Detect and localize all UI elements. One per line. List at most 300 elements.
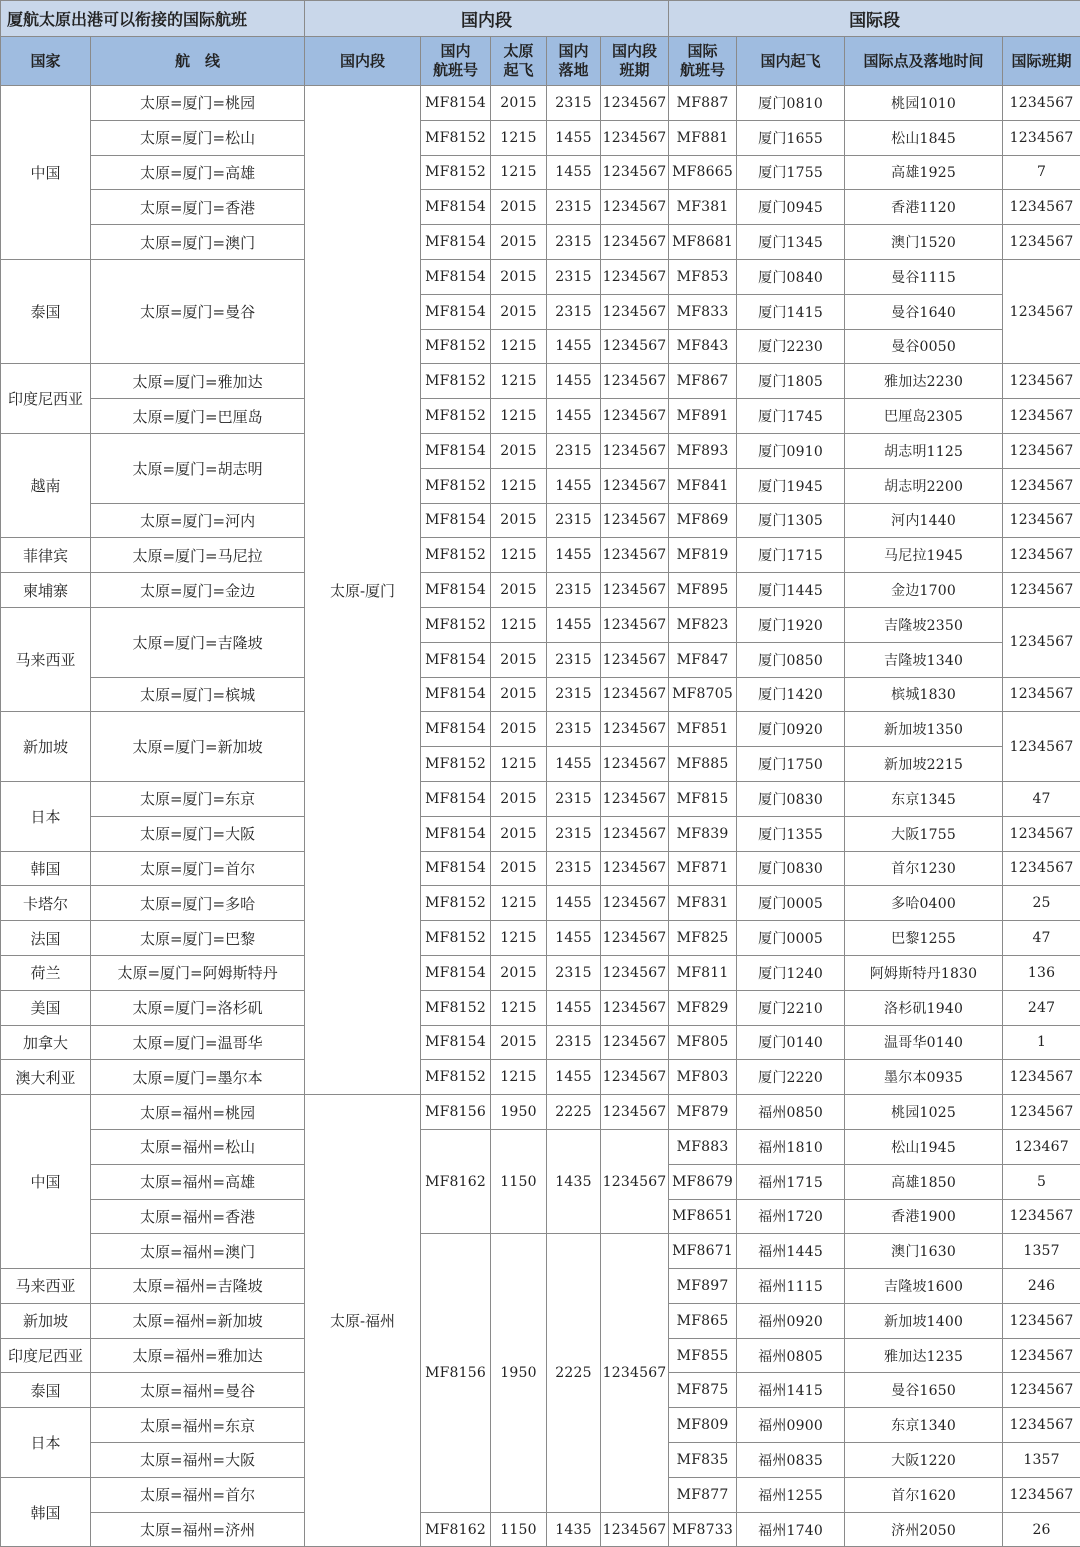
route-cell: 太原=福州=松山 (91, 1129, 305, 1164)
international-schedule-cell: 1234567 (1003, 259, 1080, 363)
domestic-schedule-cell: 1234567 (601, 1095, 669, 1130)
international-departure-cell: 厦门1345 (737, 225, 845, 260)
arrival-time-cell: 2315 (547, 573, 601, 608)
col-arrival (547, 37, 601, 86)
domestic-schedule-cell: 1234567 (601, 816, 669, 851)
country-cell: 印度尼西亚 (1, 1338, 91, 1373)
table-row (1, 1512, 1080, 1547)
international-flight-cell: MF831 (669, 886, 737, 921)
route-cell: 太原=厦门=曼谷 (91, 259, 305, 363)
domestic-flight-cell: MF8162 (421, 1129, 491, 1233)
col-international-arrival: 国际点及落地时间 (845, 37, 1003, 86)
international-schedule-cell: 1357 (1003, 1443, 1080, 1478)
domestic-schedule-cell: 1234567 (601, 607, 669, 642)
international-arrival-cell: 墨尔本0935 (845, 1060, 1003, 1095)
international-flight-cell: MF843 (669, 329, 737, 364)
international-flight-cell: MF847 (669, 642, 737, 677)
col-international-flight-line2: 航班号 (680, 61, 726, 79)
col-arrival-line2: 落地 (558, 61, 589, 79)
route-cell: 太原=厦门=洛杉矶 (91, 990, 305, 1025)
arrival-time-cell: 2315 (547, 712, 601, 747)
international-arrival-cell: 温哥华0140 (845, 1025, 1003, 1060)
route-cell: 太原=福州=东京 (91, 1408, 305, 1443)
table-row (1, 538, 1080, 573)
arrival-time-cell: 2315 (547, 642, 601, 677)
domestic-schedule-cell: 1234567 (601, 921, 669, 956)
domestic-flight-cell: MF8152 (421, 990, 491, 1025)
international-arrival-cell: 吉隆坡1340 (845, 642, 1003, 677)
international-arrival-cell: 济州2050 (845, 1512, 1003, 1547)
international-departure-cell: 厦门1420 (737, 677, 845, 712)
domestic-flight-cell: MF8154 (421, 816, 491, 851)
route-cell: 太原=福州=曼谷 (91, 1373, 305, 1408)
international-flight-cell: MF879 (669, 1095, 737, 1130)
domestic-flight-cell: MF8154 (421, 433, 491, 468)
international-arrival-cell: 巴厘岛2305 (845, 399, 1003, 434)
country-cell: 加拿大 (1, 1025, 91, 1060)
domestic-schedule-cell: 1234567 (601, 538, 669, 573)
domestic-schedule-cell: 1234567 (601, 468, 669, 503)
international-schedule-cell: 1234567 (1003, 364, 1080, 399)
international-departure-cell: 厦门0850 (737, 642, 845, 677)
international-flight-cell: MF877 (669, 1477, 737, 1512)
international-flight-cell: MF855 (669, 1338, 737, 1373)
international-schedule-cell: 1234567 (1003, 86, 1080, 121)
country-cell: 中国 (1, 86, 91, 260)
domestic-schedule-cell: 1234567 (601, 503, 669, 538)
country-cell: 菲律宾 (1, 538, 91, 573)
col-domestic-schedule-line2: 班期 (619, 61, 650, 79)
domestic-flight-cell: MF8152 (421, 120, 491, 155)
departure-time-cell: 2015 (491, 642, 547, 677)
col-domestic-flight (421, 37, 491, 86)
arrival-time-cell: 1455 (547, 747, 601, 782)
international-departure-cell: 厦门1745 (737, 399, 845, 434)
table-body (1, 86, 1080, 1547)
section-domestic: 国内段 (305, 1, 669, 37)
domestic-flight-cell: MF8152 (421, 747, 491, 782)
international-departure-cell: 厦门1920 (737, 607, 845, 642)
international-departure-cell: 福州0920 (737, 1303, 845, 1338)
international-schedule-cell: 246 (1003, 1269, 1080, 1304)
departure-time-cell: 2015 (491, 955, 547, 990)
route-cell: 太原=厦门=金边 (91, 573, 305, 608)
international-schedule-cell: 1234567 (1003, 503, 1080, 538)
section-international: 国际段 (669, 1, 1080, 37)
international-flight-cell: MF8733 (669, 1512, 737, 1547)
table-row (1, 1060, 1080, 1095)
international-arrival-cell: 松山1945 (845, 1129, 1003, 1164)
domestic-schedule-cell: 1234567 (601, 225, 669, 260)
country-cell: 澳大利亚 (1, 1060, 91, 1095)
arrival-time-cell: 2315 (547, 503, 601, 538)
international-arrival-cell: 桃园1025 (845, 1095, 1003, 1130)
table-row (1, 573, 1080, 608)
table-row (1, 503, 1080, 538)
departure-time-cell: 1215 (491, 364, 547, 399)
domestic-flight-cell: MF8152 (421, 921, 491, 956)
domestic-schedule-cell: 1234567 (601, 364, 669, 399)
departure-time-cell: 2015 (491, 190, 547, 225)
international-departure-cell: 福州0900 (737, 1408, 845, 1443)
international-flight-cell: MF809 (669, 1408, 737, 1443)
segment-cell: 太原-福州 (305, 1095, 421, 1547)
route-cell: 太原=厦门=吉隆坡 (91, 607, 305, 677)
domestic-flight-cell: MF8156 (421, 1095, 491, 1130)
international-arrival-cell: 吉隆坡2350 (845, 607, 1003, 642)
domestic-schedule-cell: 1234567 (601, 1512, 669, 1547)
international-arrival-cell: 巴黎1255 (845, 921, 1003, 956)
domestic-flight-cell: MF8154 (421, 259, 491, 294)
col-arrival-line1: 国内 (558, 42, 589, 60)
international-arrival-cell: 槟城1830 (845, 677, 1003, 712)
international-schedule-cell: 1234567 (1003, 573, 1080, 608)
international-flight-cell: MF835 (669, 1443, 737, 1478)
arrival-time-cell: 2315 (547, 433, 601, 468)
table-row (1, 155, 1080, 190)
domestic-schedule-cell: 1234567 (601, 886, 669, 921)
route-cell: 太原=福州=雅加达 (91, 1338, 305, 1373)
col-domestic-flight-line1: 国内 (440, 42, 471, 60)
table-row (1, 259, 1080, 294)
country-cell: 泰国 (1, 259, 91, 363)
table-row (1, 1129, 1080, 1164)
departure-time-cell: 1950 (491, 1234, 547, 1512)
arrival-time-cell: 1455 (547, 886, 601, 921)
country-cell: 韩国 (1, 851, 91, 886)
international-departure-cell: 福州0805 (737, 1338, 845, 1373)
table-row (1, 781, 1080, 816)
table-row (1, 851, 1080, 886)
domestic-flight-cell: MF8152 (421, 538, 491, 573)
route-cell: 太原=厦门=大阪 (91, 816, 305, 851)
domestic-schedule-cell: 1234567 (601, 86, 669, 121)
country-cell: 印度尼西亚 (1, 364, 91, 434)
arrival-time-cell: 2315 (547, 816, 601, 851)
departure-time-cell: 2015 (491, 573, 547, 608)
departure-time-cell: 2015 (491, 433, 547, 468)
country-cell: 韩国 (1, 1477, 91, 1547)
arrival-time-cell: 1455 (547, 329, 601, 364)
international-arrival-cell: 马尼拉1945 (845, 538, 1003, 573)
route-cell: 太原=福州=大阪 (91, 1443, 305, 1478)
arrival-time-cell: 1455 (547, 399, 601, 434)
domestic-schedule-cell: 1234567 (601, 747, 669, 782)
international-schedule-cell: 1234567 (1003, 120, 1080, 155)
departure-time-cell: 2015 (491, 86, 547, 121)
international-departure-cell: 厦门0005 (737, 921, 845, 956)
table-row (1, 712, 1080, 747)
domestic-schedule-cell: 1234567 (601, 955, 669, 990)
international-arrival-cell: 金边1700 (845, 573, 1003, 608)
departure-time-cell: 1215 (491, 1060, 547, 1095)
table-row (1, 955, 1080, 990)
international-departure-cell: 厦门1655 (737, 120, 845, 155)
international-arrival-cell: 澳门1520 (845, 225, 1003, 260)
departure-time-cell: 2015 (491, 712, 547, 747)
international-flight-cell: MF381 (669, 190, 737, 225)
domestic-flight-cell: MF8154 (421, 503, 491, 538)
table-row (1, 607, 1080, 642)
international-schedule-cell: 47 (1003, 781, 1080, 816)
international-flight-cell: MF8671 (669, 1234, 737, 1269)
route-cell: 太原=福州=桃园 (91, 1095, 305, 1130)
col-domestic-schedule (601, 37, 669, 86)
international-arrival-cell: 桃园1010 (845, 86, 1003, 121)
route-cell: 太原=厦门=温哥华 (91, 1025, 305, 1060)
international-flight-cell: MF823 (669, 607, 737, 642)
international-departure-cell: 厦门0920 (737, 712, 845, 747)
international-departure-cell: 厦门1755 (737, 155, 845, 190)
international-schedule-cell: 1234567 (1003, 538, 1080, 573)
international-schedule-cell: 1234567 (1003, 816, 1080, 851)
domestic-schedule-cell: 1234567 (601, 433, 669, 468)
departure-time-cell: 2015 (491, 816, 547, 851)
route-cell: 太原=厦门=槟城 (91, 677, 305, 712)
route-cell: 太原=福州=吉隆坡 (91, 1269, 305, 1304)
domestic-flight-cell: MF8154 (421, 677, 491, 712)
table-title: 厦航太原出港可以衔接的国际航班 (1, 1, 305, 37)
country-cell: 日本 (1, 781, 91, 851)
international-schedule-cell: 1234567 (1003, 468, 1080, 503)
country-cell: 柬埔寨 (1, 573, 91, 608)
international-flight-cell: MF815 (669, 781, 737, 816)
arrival-time-cell: 1455 (547, 364, 601, 399)
col-international-flight-line1: 国际 (687, 42, 718, 60)
arrival-time-cell: 1435 (547, 1512, 601, 1547)
table-row (1, 886, 1080, 921)
international-flight-cell: MF819 (669, 538, 737, 573)
international-arrival-cell: 阿姆斯特丹1830 (845, 955, 1003, 990)
departure-time-cell: 1215 (491, 468, 547, 503)
international-departure-cell: 福州1715 (737, 1164, 845, 1199)
international-flight-cell: MF829 (669, 990, 737, 1025)
international-arrival-cell: 新加坡1350 (845, 712, 1003, 747)
arrival-time-cell: 1435 (547, 1129, 601, 1233)
international-schedule-cell: 1234567 (1003, 1373, 1080, 1408)
col-international-flight (669, 37, 737, 86)
header-row-sections (1, 1, 1080, 37)
international-arrival-cell: 香港1120 (845, 190, 1003, 225)
international-departure-cell: 福州1415 (737, 1373, 845, 1408)
international-departure-cell: 厦门1715 (737, 538, 845, 573)
international-arrival-cell: 大阪1220 (845, 1443, 1003, 1478)
table-row (1, 990, 1080, 1025)
international-arrival-cell: 新加坡1400 (845, 1303, 1003, 1338)
arrival-time-cell: 2315 (547, 781, 601, 816)
domestic-schedule-cell: 1234567 (601, 259, 669, 294)
route-cell: 太原=福州=澳门 (91, 1234, 305, 1269)
international-departure-cell: 厦门2220 (737, 1060, 845, 1095)
domestic-flight-cell: MF8152 (421, 399, 491, 434)
departure-time-cell: 2015 (491, 781, 547, 816)
route-cell: 太原=厦门=河内 (91, 503, 305, 538)
domestic-flight-cell: MF8154 (421, 225, 491, 260)
international-schedule-cell: 1234567 (1003, 851, 1080, 886)
country-cell: 日本 (1, 1408, 91, 1478)
international-departure-cell: 厦门0005 (737, 886, 845, 921)
arrival-time-cell: 2315 (547, 677, 601, 712)
international-schedule-cell: 123467 (1003, 1129, 1080, 1164)
domestic-schedule-cell: 1234567 (601, 642, 669, 677)
international-arrival-cell: 东京1345 (845, 781, 1003, 816)
departure-time-cell: 1215 (491, 538, 547, 573)
international-arrival-cell: 新加坡2215 (845, 747, 1003, 782)
domestic-schedule-cell: 1234567 (601, 1060, 669, 1095)
route-cell: 太原=厦门=桃园 (91, 86, 305, 121)
international-schedule-cell: 25 (1003, 886, 1080, 921)
departure-time-cell: 1215 (491, 329, 547, 364)
domestic-schedule-cell: 1234567 (601, 573, 669, 608)
international-departure-cell: 福州1740 (737, 1512, 845, 1547)
domestic-schedule-cell: 1234567 (601, 677, 669, 712)
departure-time-cell: 2015 (491, 677, 547, 712)
international-flight-cell: MF883 (669, 1129, 737, 1164)
arrival-time-cell: 1455 (547, 990, 601, 1025)
international-flight-cell: MF811 (669, 955, 737, 990)
domestic-schedule-cell: 1234567 (601, 1025, 669, 1060)
international-arrival-cell: 曼谷0050 (845, 329, 1003, 364)
international-departure-cell: 厦门2230 (737, 329, 845, 364)
international-arrival-cell: 曼谷1115 (845, 259, 1003, 294)
route-cell: 太原=厦门=马尼拉 (91, 538, 305, 573)
domestic-flight-cell: MF8152 (421, 886, 491, 921)
departure-time-cell: 2015 (491, 259, 547, 294)
international-departure-cell: 厦门0830 (737, 851, 845, 886)
international-schedule-cell: 1 (1003, 1025, 1080, 1060)
international-arrival-cell: 胡志明2200 (845, 468, 1003, 503)
international-flight-cell: MF869 (669, 503, 737, 538)
international-flight-cell: MF897 (669, 1269, 737, 1304)
domestic-flight-cell: MF8162 (421, 1512, 491, 1547)
route-cell: 太原=厦门=阿姆斯特丹 (91, 955, 305, 990)
international-flight-cell: MF8651 (669, 1199, 737, 1234)
international-arrival-cell: 首尔1620 (845, 1477, 1003, 1512)
international-departure-cell: 福州0835 (737, 1443, 845, 1478)
col-departure (491, 37, 547, 86)
international-schedule-cell: 26 (1003, 1512, 1080, 1547)
departure-time-cell: 2015 (491, 225, 547, 260)
international-flight-cell: MF881 (669, 120, 737, 155)
international-departure-cell: 厦门1945 (737, 468, 845, 503)
international-schedule-cell: 1234567 (1003, 677, 1080, 712)
departure-time-cell: 2015 (491, 503, 547, 538)
domestic-flight-cell: MF8154 (421, 642, 491, 677)
international-flight-cell: MF885 (669, 747, 737, 782)
international-arrival-cell: 河内1440 (845, 503, 1003, 538)
international-flight-cell: MF8681 (669, 225, 737, 260)
route-cell: 太原=福州=济州 (91, 1512, 305, 1547)
table-row (1, 120, 1080, 155)
domestic-flight-cell: MF8154 (421, 190, 491, 225)
table-row (1, 433, 1080, 468)
table-row (1, 86, 1080, 121)
route-cell: 太原=厦门=巴黎 (91, 921, 305, 956)
arrival-time-cell: 1455 (547, 921, 601, 956)
domestic-schedule-cell: 1234567 (601, 781, 669, 816)
domestic-flight-cell: MF8154 (421, 1025, 491, 1060)
domestic-schedule-cell: 1234567 (601, 329, 669, 364)
domestic-flight-cell: MF8154 (421, 712, 491, 747)
international-arrival-cell: 洛杉矶1940 (845, 990, 1003, 1025)
departure-time-cell: 1215 (491, 120, 547, 155)
table-row (1, 1095, 1080, 1130)
international-arrival-cell: 曼谷1650 (845, 1373, 1003, 1408)
international-flight-cell: MF8665 (669, 155, 737, 190)
international-departure-cell: 厦门1750 (737, 747, 845, 782)
international-flight-cell: MF867 (669, 364, 737, 399)
domestic-schedule-cell: 1234567 (601, 294, 669, 329)
domestic-schedule-cell: 1234567 (601, 1129, 669, 1233)
international-flight-cell: MF839 (669, 816, 737, 851)
departure-time-cell: 2015 (491, 294, 547, 329)
route-cell: 太原=福州=新加坡 (91, 1303, 305, 1338)
table-row (1, 399, 1080, 434)
international-arrival-cell: 吉隆坡1600 (845, 1269, 1003, 1304)
international-schedule-cell: 1234567 (1003, 1338, 1080, 1373)
departure-time-cell: 1215 (491, 921, 547, 956)
international-departure-cell: 厦门1805 (737, 364, 845, 399)
table-row (1, 225, 1080, 260)
table-row (1, 677, 1080, 712)
country-cell: 新加坡 (1, 1303, 91, 1338)
domestic-flight-cell: MF8152 (421, 155, 491, 190)
departure-time-cell: 1215 (491, 155, 547, 190)
arrival-time-cell: 2315 (547, 955, 601, 990)
international-schedule-cell: 47 (1003, 921, 1080, 956)
col-domestic-flight-line2: 航班号 (433, 61, 479, 79)
international-schedule-cell: 1234567 (1003, 1060, 1080, 1095)
table-row (1, 364, 1080, 399)
international-schedule-cell: 1234567 (1003, 225, 1080, 260)
international-flight-cell: MF893 (669, 433, 737, 468)
route-cell: 太原=福州=首尔 (91, 1477, 305, 1512)
international-departure-cell: 厦门0945 (737, 190, 845, 225)
international-arrival-cell: 雅加达2230 (845, 364, 1003, 399)
country-cell: 马来西亚 (1, 1269, 91, 1304)
international-flight-cell: MF871 (669, 851, 737, 886)
international-departure-cell: 厦门0840 (737, 259, 845, 294)
departure-time-cell: 1215 (491, 990, 547, 1025)
arrival-time-cell: 2315 (547, 225, 601, 260)
international-schedule-cell: 1234567 (1003, 190, 1080, 225)
international-schedule-cell: 1234567 (1003, 1408, 1080, 1443)
international-schedule-cell: 1234567 (1003, 1095, 1080, 1130)
departure-time-cell: 1950 (491, 1095, 547, 1130)
international-schedule-cell: 1234567 (1003, 1303, 1080, 1338)
domestic-schedule-cell: 1234567 (601, 1234, 669, 1512)
arrival-time-cell: 2315 (547, 259, 601, 294)
international-departure-cell: 福州1720 (737, 1199, 845, 1234)
international-flight-cell: MF8679 (669, 1164, 737, 1199)
international-arrival-cell: 多哈0400 (845, 886, 1003, 921)
domestic-flight-cell: MF8152 (421, 607, 491, 642)
international-departure-cell: 厦门0810 (737, 86, 845, 121)
international-departure-cell: 厦门0910 (737, 433, 845, 468)
country-cell: 新加坡 (1, 712, 91, 782)
international-schedule-cell: 1234567 (1003, 1477, 1080, 1512)
international-arrival-cell: 澳门1630 (845, 1234, 1003, 1269)
domestic-flight-cell: MF8154 (421, 573, 491, 608)
arrival-time-cell: 2225 (547, 1234, 601, 1512)
arrival-time-cell: 1455 (547, 1060, 601, 1095)
route-cell: 太原=厦门=胡志明 (91, 433, 305, 503)
arrival-time-cell: 1455 (547, 468, 601, 503)
domestic-schedule-cell: 1234567 (601, 120, 669, 155)
international-departure-cell: 厦门1355 (737, 816, 845, 851)
route-cell: 太原=厦门=香港 (91, 190, 305, 225)
domestic-schedule-cell: 1234567 (601, 399, 669, 434)
